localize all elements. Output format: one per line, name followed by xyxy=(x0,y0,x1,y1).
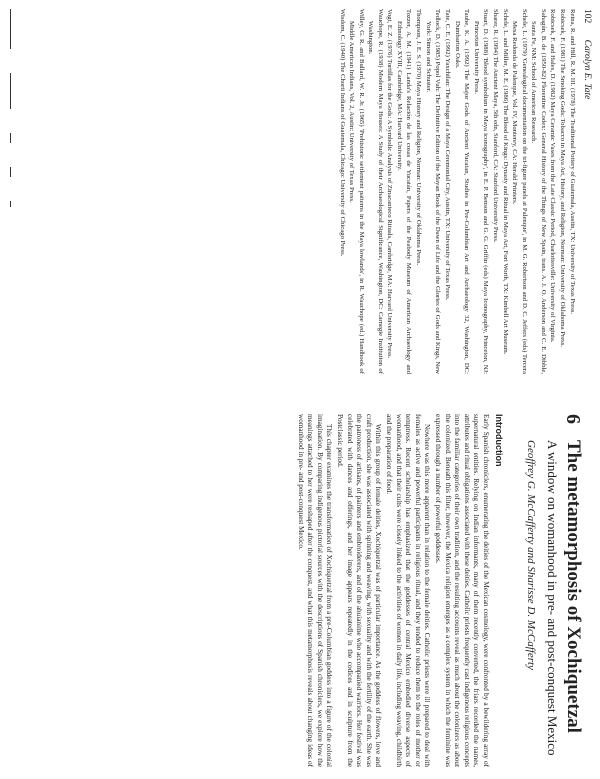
left-page xyxy=(0,0,600,384)
body-text xyxy=(295,414,490,767)
rule-segment xyxy=(10,9,12,49)
bibliography-entry: Tedlock, D. (1985) Popol Vuh: The Definitive Edition of the Mayan Book of the Dawn of Life and the Glories of Gods and Kings, New York: Simon and Schuster. xyxy=(425,9,442,374)
bibliography-entry: Robicsek, F. and Hales, D. (1982) Maya Ceramic Vases from the Late Classic Period, Charlottesville: University of Virginia. xyxy=(549,9,557,343)
body-paragraph: Nowhere was this more apparent than in relation to the female deities. Catholic priests were ill prepared to deal with females as active and powerful participants in religious ritual, and they tended to reduce them to the roles of mother or temptress. Recent scholarship has emphasized that the goddesses of central Mexico embodied diverse aspects of womanhood, and that their cults were closely linked to the activities of women in daily life, including weaving, childbirth and the preparation of food. xyxy=(385,414,432,767)
chapter-heading xyxy=(524,414,584,767)
bibliography-entry: Sharer, R. (1994) The Ancient Maya, 5th edn, Stanford, CA: Stanford University Press. xyxy=(491,9,499,243)
bibliography-entry: Vogt, E. Z. (1976) Tortillas for the Gods: A Symbolic Analysis of Zinacanteco Rituals, Cambridge, MA: Harvard University Press. xyxy=(386,9,394,359)
body-paragraph: Within this group of female deities, Xochiquetzal was of particular importance. As the goddess of flowers, love and craft production, she was associated with spinning and weaving, with sexuality and with the fertility of the earth. She was the patroness of artisans, of painters and embroiderers, and of the ahuianime who accompanied warriors. Her festival was celebrated with dances and offerings, and her image appears repeatedly in the codices and in sculpture from the Postclassic period. xyxy=(336,414,383,767)
bibliography-entry: Tozzer, A. M. (1941) Landa's Relación de las cosas de Yucatán, Papers of the Peabody Museum of American Archaeology and Ethnology XVIII, Cambridge, MA: Harvard University. xyxy=(396,9,413,374)
chapter-subtitle: A window on womanhood in pre- and post-conquest Mexico xyxy=(545,440,560,756)
bibliography-entry: Wisdom, C. (1940) The Chorti Indians of Guatemala, Chicago: University of Chicago Press. xyxy=(338,9,346,257)
bibliography-entry: Robicsek, F. (1981) The Smoking Gods: Tobacco in Maya Art, History, and Religion, Norman: University of Oklahoma Press. xyxy=(559,9,567,348)
bibliography-entry: Tate, C. E. (1992) Yaxchilan: The Design of a Maya Ceremonial City, Austin, TX: University of Texas Press. xyxy=(444,9,452,301)
bibliography-entry: Stuart, D. (1988) 'Blood symbolism in Maya iconography', in E. P. Benson and G. G. Griffin (eds) Maya Iconography, Princeton, NJ: Princeton University Press. xyxy=(472,9,490,374)
rule-segment xyxy=(10,167,12,177)
right-page xyxy=(0,394,600,779)
page-number: 102 xyxy=(582,9,592,24)
running-head xyxy=(582,9,592,374)
bibliography-entry: Willey, G. R. and Bullard, W. R. Jr. (1965) 'Prehistoric settlement patterns in the Maya lowlands', in R. Wauchope (ed.) Handbook of Middle American Indians, Vol. 2, Austin: University of Texas Press. xyxy=(348,9,365,374)
bibliography-entry: Taube, K. A. (1992) The Major Gods of Ancient Yucatan, Studies in Pre-Columbian Art and Archaeology 32, Washington, DC: Dumbarton Oaks. xyxy=(453,9,471,374)
bibliography-list xyxy=(337,9,577,374)
chapter-number: 6 xyxy=(562,414,584,424)
bibliography-entry: Schele, L. (1979) 'Genealogical documentation on the tri-figure panels at Palenque', in M. G. Robertson and D. C. Jeffers (eds) Tercera Mesa Redonda de Palenque, Vol. IV, Monterey, CA: Herald Printers. xyxy=(511,9,528,374)
rule-segment xyxy=(10,73,12,109)
bibliography-entry: Schele, L. and Miller, M. E. (1986) The Blood of Kings: Dynasty and Ritual in Maya Art, Fort Worth, TX: Kimbell Art Museum. xyxy=(501,9,509,355)
rule-segment xyxy=(10,133,12,143)
bibliography-entry: Thompson, J. E. S. (1970) Maya History and Religion, Norman: University of Oklahoma Press. xyxy=(415,9,423,266)
bibliography-entry: Reina, R. and Hill, R. M. III. (1978) The Traditional Pottery of Guatemala, Austin, TX: University of Texas Press. xyxy=(569,9,576,315)
separator-rules xyxy=(10,9,12,207)
body-paragraph: Early Spanish chroniclers, enumerating the deities of the Mexican cosmology, were confronted by a bewildering array of supernatural entities. Relying on Indian informants, many of them recently converted, the friars recorded the names, attributes and ritual obligations associated with these deities. Catholic priests frequently cast indigenous religious concepts into the familiar categories of their own tradition, and the resulting accounts reveal as much about the colonizers as about the colonized. Beneath this filter, however, the Mexica religion emerges as a complex system in which the feminine was expressed through a number of powerful goddesses. xyxy=(434,414,490,767)
running-head-author: Carolyn E. Tate xyxy=(582,39,592,100)
body-paragraph: This chapter examines the transformation of Xochiquetzal from a pre-Columbian goddess into a figure of the colonial imagination. By comparing indigenous pictorial sources with the descriptions of Spanish chroniclers, we explore how the meanings attached to her were reshaped after the conquest, and what this metamorphosis reveals about changing ideas of womanhood in pre- and post-conquest Mexico. xyxy=(296,414,334,767)
bibliography-entry: Wauchope, R. (1938) Modern Maya Houses: A Study of their Archaeological Significance, Washington, DC: Carnegie Institution of Washington. xyxy=(367,9,384,374)
rule-segment xyxy=(10,201,12,207)
bibliography-entry: Sahagún, B. de (1950-82) Florentine Codex: General History of the Things of New Spain, trans. A. J. O. Anderson and C. E. Dibble, Santa Fe, NM: School of American Research. xyxy=(530,9,547,374)
chapter-authors: Geoffrey G. McCafferty and Sharisse D. McCafferty xyxy=(525,440,537,670)
chapter-title: The metamorphosis of Xochiquetzal xyxy=(563,440,584,733)
section-heading: Introduction xyxy=(494,414,504,467)
chapter-title-block xyxy=(524,440,584,767)
